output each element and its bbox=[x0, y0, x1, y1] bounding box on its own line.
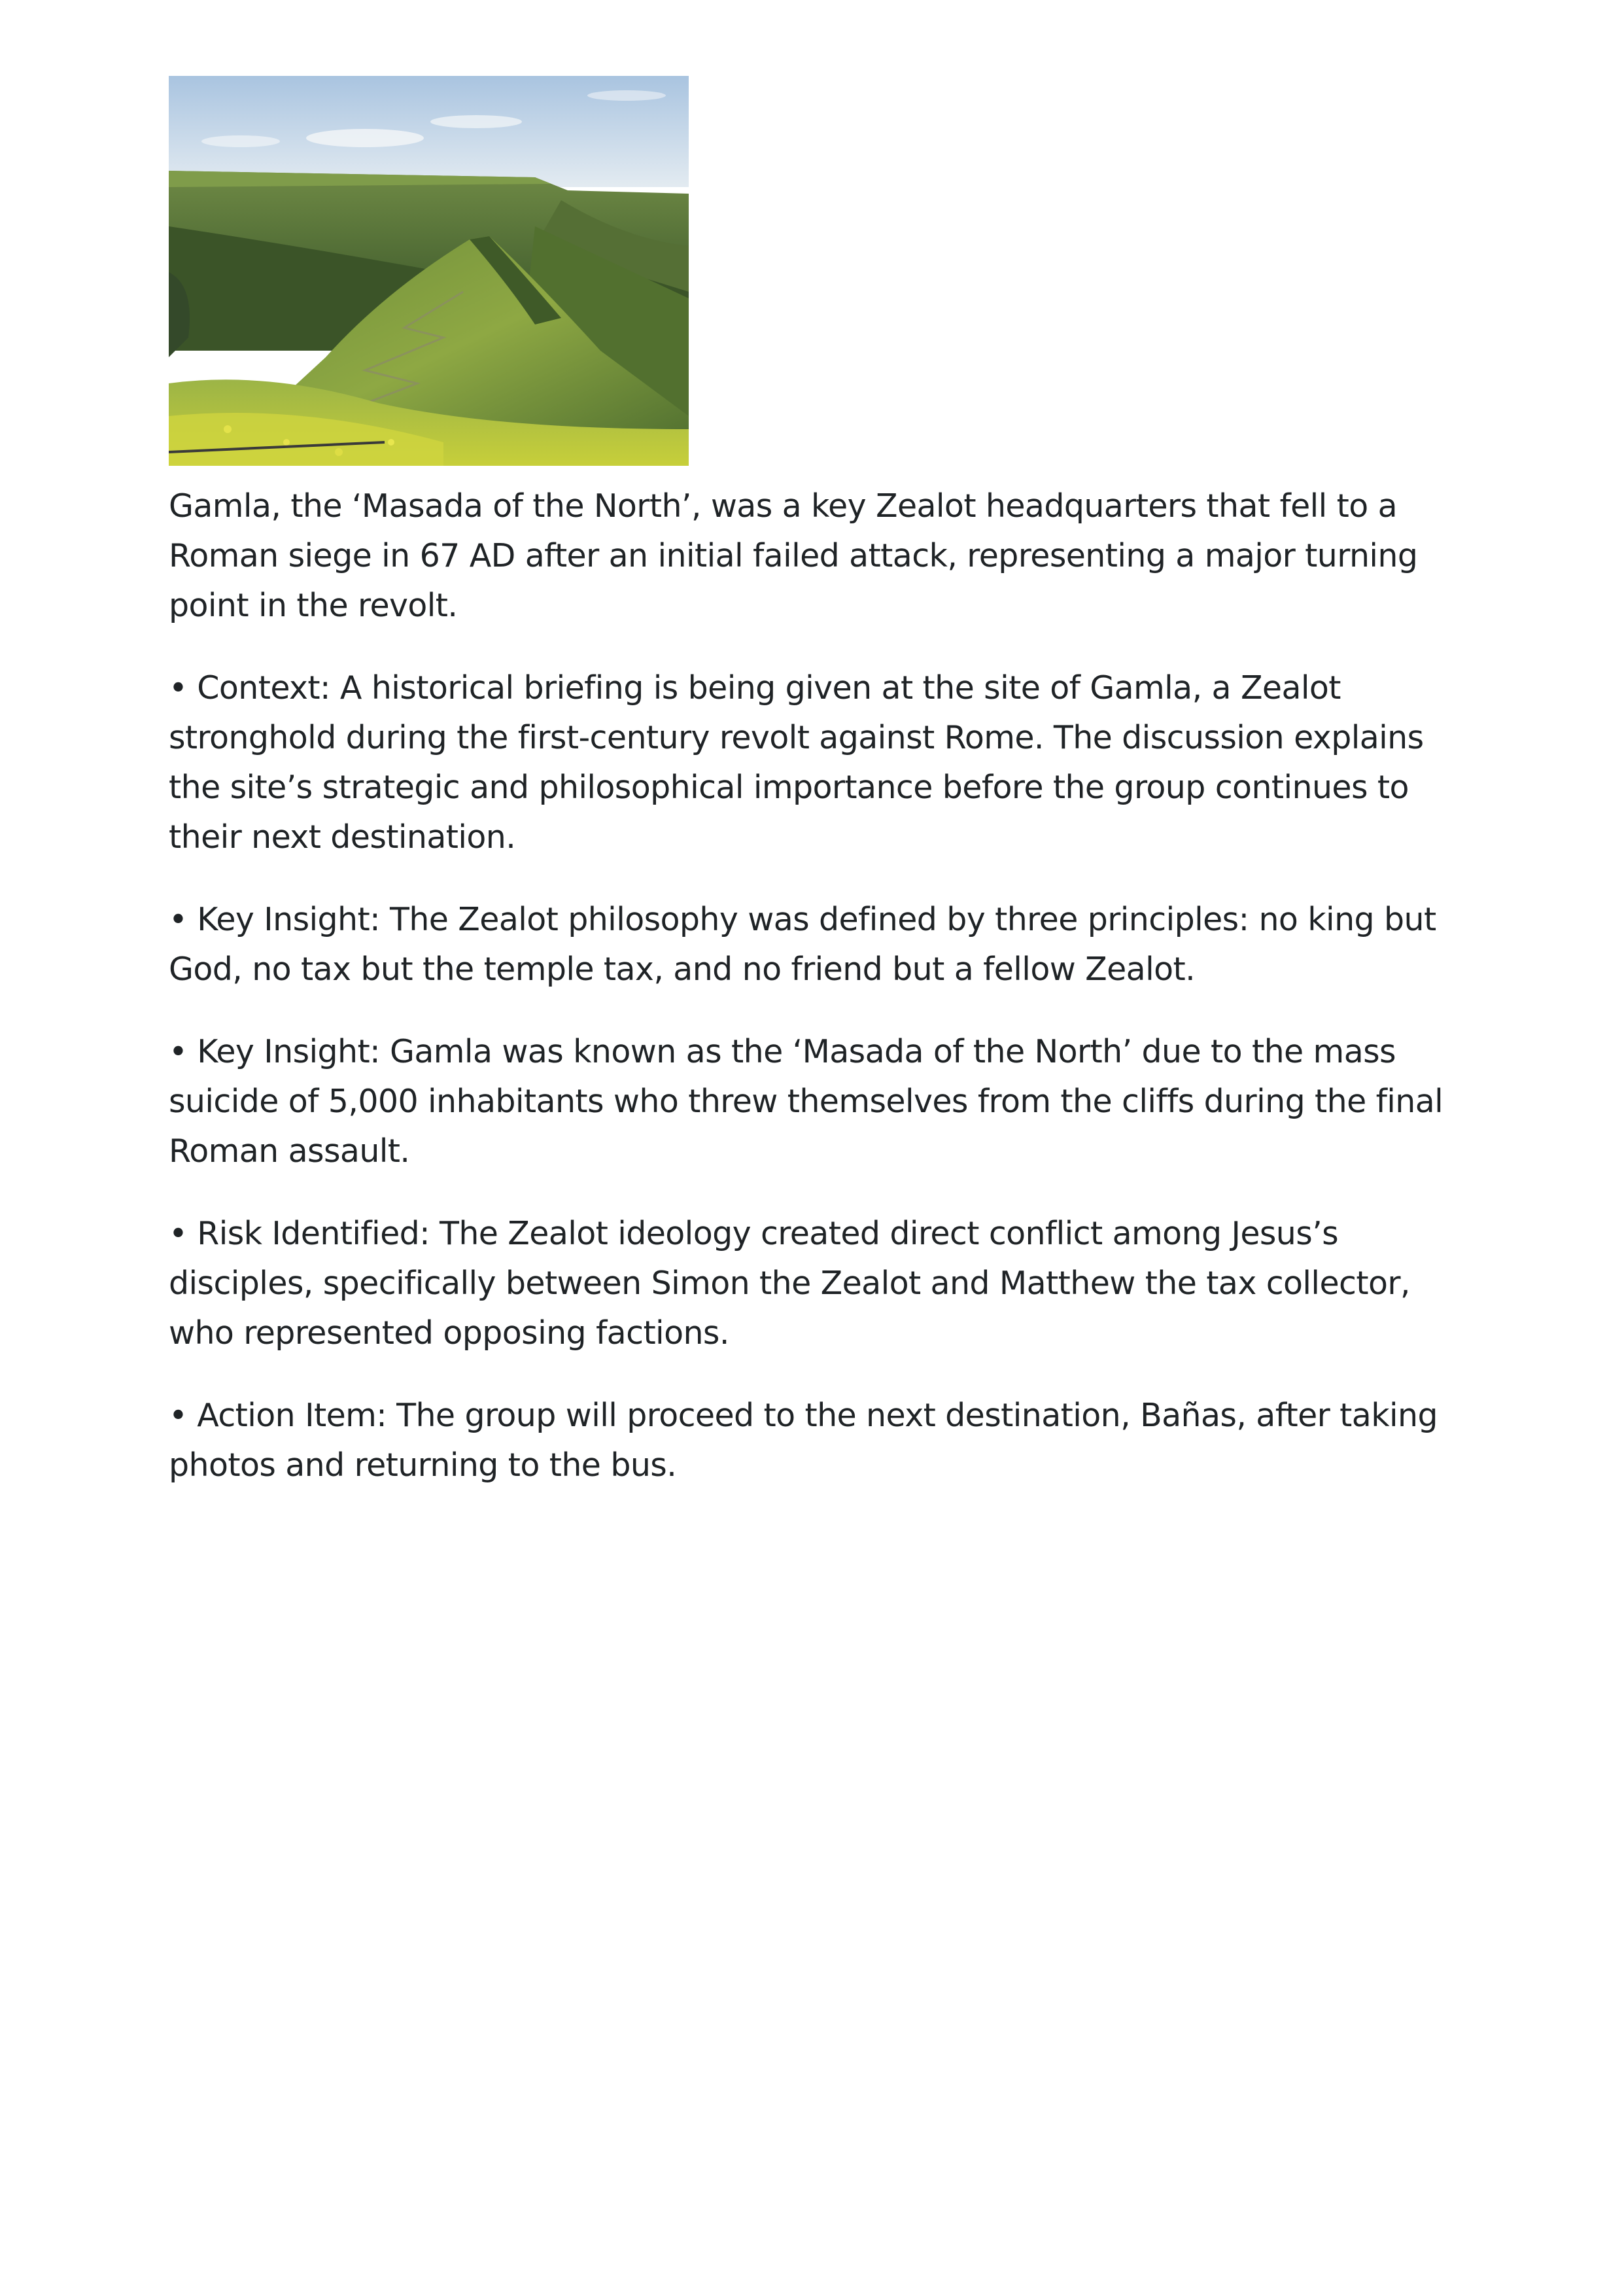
bullet-key-insight-philosophy: • Key Insight: The Zealot philosophy was defined by three principles: no king but God, no tax but the temple tax, and no friend but a fellow Zealot. bbox=[169, 901, 1436, 988]
bullet-risk-identified: • Risk Identified: The Zealot ideology created direct conflict among Jesus’s disciples, specifically between Simon the Zealot and Matthew the tax collector, who represented opposing factions. bbox=[169, 1215, 1410, 1352]
bullet-action-item: • Action Item: The group will proceed to the next destination, Bañas, after taking photos and returning to the bus. bbox=[169, 1397, 1438, 1484]
summary-paragraph: Gamla, the ‘Masada of the North’, was a key Zealot headquarters that fell to a Roman siege in 67 AD after an initial failed attack, representing a major turning point in the revolt. bbox=[169, 487, 1418, 624]
document-page bbox=[169, 76, 1470, 1490]
landscape-photo bbox=[169, 76, 689, 466]
bullet-key-insight-masada: • Key Insight: Gamla was known as the ‘Masada of the North’ due to the mass suicide of 5,000 inhabitants who threw themselves from the cliffs during the final Roman assault. bbox=[169, 1033, 1443, 1170]
bullet-context: • Context: A historical briefing is being given at the site of Gamla, a Zealot stronghold during the first-century revolt against Rome. The discussion explains the site’s strategic and philosophical importance before the group continues to their next destination. bbox=[169, 669, 1424, 856]
bullet-list bbox=[169, 663, 1470, 1490]
